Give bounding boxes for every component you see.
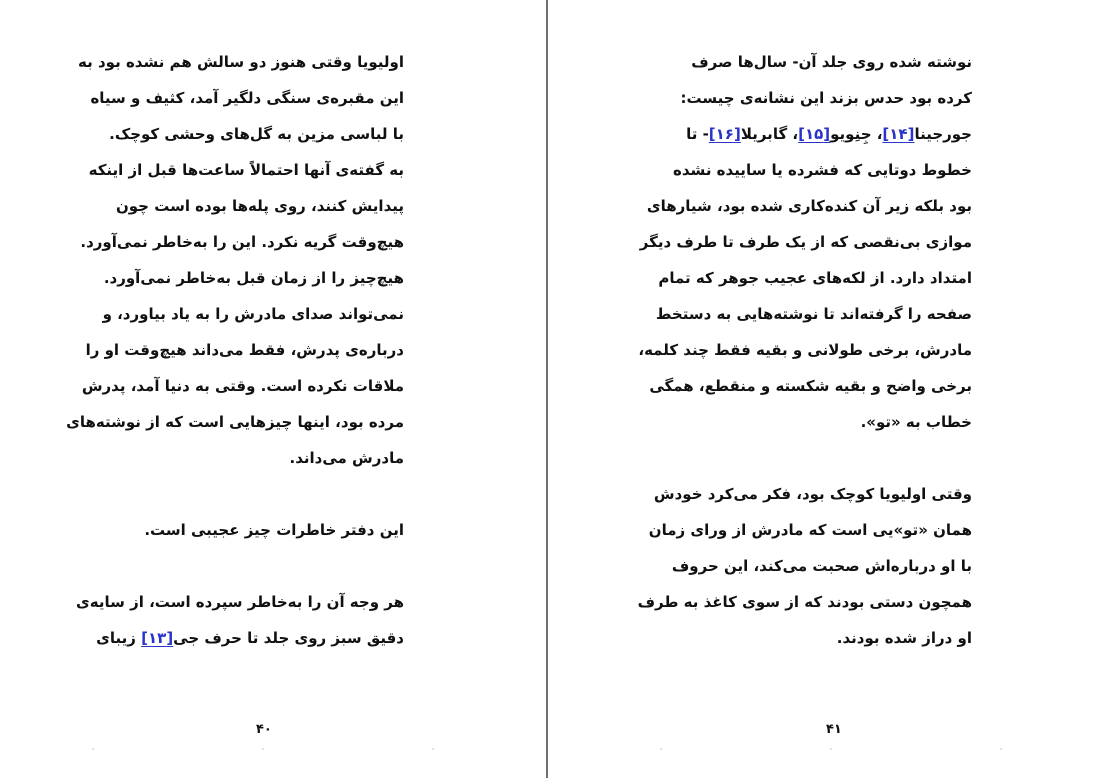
scan-speck (262, 748, 264, 750)
footnote-link[interactable]: [۱۴] (882, 125, 915, 143)
text-line: موازی بی‌نقصی که از یک طرف تا طرف دیگر (639, 233, 972, 251)
text-line: این مقبره‌ی سنگی دلگیر آمد، کثیف و سیاه (90, 89, 404, 107)
text-line: امتداد دارد. از لکه‌های عجیب جوهر که تمام (658, 269, 972, 287)
text-line: نوشته شده روی جلد آن- سال‌ها صرف (691, 53, 972, 71)
text-line: اولیویا وقتی هنوز دو سالش هم نشده بود به (78, 53, 404, 71)
text-line: این دفتر خاطرات چیز عجیبی است. (144, 521, 404, 539)
text-line: کرده بود حدس بزند این نشانه‌ی چیست: (680, 89, 972, 107)
scan-speck (92, 748, 94, 750)
scan-speck (432, 748, 434, 750)
right-page (548, 0, 1097, 778)
paragraph-gap (104, 476, 404, 512)
scan-speck (660, 748, 662, 750)
left-page-text (66, 44, 404, 656)
text-line: وقتی اولیویا کوچک بود، فکر می‌کرد خودش (653, 485, 972, 503)
text-line: او دراز شده بودند. (836, 629, 972, 647)
text-line: همان «تو»یی است که مادرش از ورای زمان (648, 521, 972, 539)
text-line: به گفته‌ی آنها احتمالاً ساعت‌ها قبل از اینکه (88, 161, 404, 179)
scan-specks (548, 748, 1097, 750)
text-line: خطوط دوتایی که فشرده یا ساییده نشده (673, 161, 972, 179)
text-line: بود بلکه زیر آن کنده‌کاری شده بود، شیارهای (646, 197, 972, 215)
text-line: مرده بود، اینها چیزهایی است که از نوشته‌های (66, 413, 404, 431)
text-line: دقیق سبز روی جلد تا حرف جی[۱۳] زیبای (96, 629, 404, 647)
text-line: همچون دستی بودند که از سوی کاغذ به طرف (637, 593, 972, 611)
scan-speck (1000, 748, 1002, 750)
text-line: برخی واضح و بقیه شکسته و منقطع، همگی (649, 377, 972, 395)
page-number: ۴۱ (826, 722, 842, 737)
text-line: هر وجه آن را به‌خاطر سپرده است، از سایه‌ی (76, 593, 404, 611)
right-page-text (637, 44, 972, 656)
text-line: مادرش، برخی طولانی و بقیه فقط چند کلمه، (638, 341, 972, 359)
page-number: ۴۰ (256, 722, 272, 737)
text-line: نمی‌تواند صدای مادرش را به یاد بیاورد، و (102, 305, 404, 323)
text-line: با لباسی مزین به گل‌های وحشی کوچک. (109, 125, 404, 143)
paragraph-gap (672, 440, 972, 476)
text-line: جورجینا[۱۴]، جِنِویو[۱۵]، گابریلا[۱۶]- تا (686, 125, 972, 143)
text-line: درباره‌ی پدرش، فقط می‌داند هیچ‌وقت او را (85, 341, 404, 359)
scan-speck (830, 748, 832, 750)
footnote-link[interactable]: [۱۵] (798, 125, 831, 143)
left-page (0, 0, 546, 778)
scan-specks (0, 748, 546, 750)
text-line: صفحه را گرفته‌اند تا نوشته‌هایی به دستخط (655, 305, 972, 323)
text-line: پیدایش کنند، روی پله‌ها بوده است چون (115, 197, 404, 215)
text-line: هیچ‌چیز را از زمان قبل به‌خاطر نمی‌آورد. (103, 269, 404, 287)
footnote-link[interactable]: [۱۳] (141, 629, 174, 647)
text-line: ملاقات نکرده است. وقتی به دنیا آمد، پدرش (81, 377, 404, 395)
paragraph-gap (104, 548, 404, 584)
text-line: با او درباره‌اش صحبت می‌کند، این حروف (671, 557, 972, 575)
text-line: هیچ‌وقت گریه نکرد. این را به‌خاطر نمی‌آورد. (80, 233, 404, 251)
text-line: خطاب به «تو». (860, 413, 972, 431)
text-line: مادرش می‌داند. (289, 449, 404, 467)
footnote-link[interactable]: [۱۶] (708, 125, 741, 143)
